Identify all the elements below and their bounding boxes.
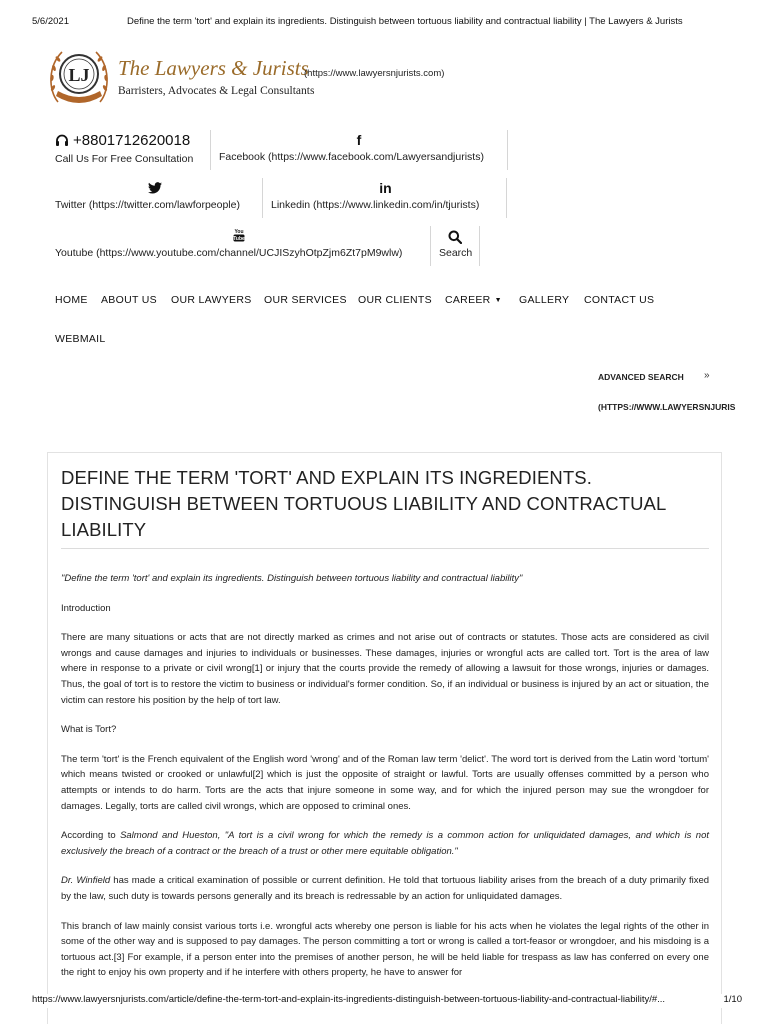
chevron-down-icon: ▼ xyxy=(494,297,502,304)
search-label[interactable]: Search xyxy=(439,247,473,259)
nav-our-lawyers[interactable]: OUR LAWYERS xyxy=(171,294,252,306)
contact-row-2 xyxy=(47,178,517,218)
divider xyxy=(507,130,508,170)
winfield-paragraph xyxy=(61,873,709,904)
salmond-authors: Salmond and Hueston xyxy=(120,830,218,842)
print-header xyxy=(32,16,740,30)
advanced-search-link[interactable]: ADVANCED SEARCH xyxy=(598,372,684,382)
salmond-definition: , "A tort is a civil wrong for which the remedy is a common action for unliquidated damages, and which is not exclusively the breach of a contract or the breach of a trust or other mere equitable obligation." xyxy=(61,830,709,857)
facebook-icon: f xyxy=(356,132,362,148)
phone-number-text: +8801712620018 xyxy=(73,132,191,149)
print-page-number: 1/10 xyxy=(723,994,742,1005)
youtube-link[interactable] xyxy=(47,226,430,266)
title-divider xyxy=(61,548,709,549)
nav-career-label: CAREER xyxy=(445,294,491,306)
nav-gallery[interactable]: GALLERY xyxy=(519,294,570,306)
article-card xyxy=(47,452,722,1024)
section-heading-introduction: Introduction xyxy=(61,602,111,614)
twitter-label[interactable]: Twitter (https://twitter.com/lawforpeople) xyxy=(55,199,240,211)
brand-url[interactable]: (https://www.lawyersnjurists.com) xyxy=(304,68,445,79)
print-page-url: https://www.lawyersnjurists.com/article/define-the-term-tort-and-explain-its-ingredients-distinguish-between-tortuous-liability-and-contractual-liability/#... xyxy=(32,994,666,1005)
section-heading-what-is-tort: What is Tort? xyxy=(61,724,117,736)
what-is-tort-paragraph: The term 'tort' is the French equivalent of the English word 'wrong' and of the Roman law term 'delict'. The word tort is derived from the Latin word 'tortum' which means twisted or crooked or unlawful[2] which is just the opposite of straight or lawful. Torts are usually offenses committed by a person who attempts or intends to do harm. Torts are the acts that injure someone in some way, and for which the injured person may sue the wrongdoer for damages. Legally, torts are called civil wrongs, which are opposed to criminal ones. xyxy=(61,753,709,812)
nav-our-clients[interactable]: OUR CLIENTS xyxy=(358,294,432,306)
twitter-link[interactable] xyxy=(47,178,262,218)
brand-name[interactable]: The Lawyers & Jurists xyxy=(118,56,309,80)
article-title: DEFINE THE TERM 'TORT' AND EXPLAIN ITS INGREDIENTS. DISTINGUISH BETWEEN TORTUOUS LIABILITY AND CONTRACTUAL LIABILITY xyxy=(61,467,666,540)
nav-webmail[interactable]: WEBMAIL xyxy=(55,333,106,345)
winfield-text: has made a critical examination of possible or current definition. He told that tortuous liability arises from the breach of a duty primarily fixed by the law, such duty is towards persons generally and its breach is redressable by an action for unliquidated damages. xyxy=(61,875,710,902)
svg-text:LJ: LJ xyxy=(68,65,90,85)
headset-icon xyxy=(55,134,69,147)
site-logo[interactable] xyxy=(44,44,504,110)
print-footer xyxy=(32,994,742,1008)
contact-row-1 xyxy=(47,130,517,170)
lead-quote: "Define the term 'tort' and explain its ingredients. Distinguish between tortuous liability and contractual liability" xyxy=(61,573,523,584)
divider xyxy=(479,226,480,266)
print-document-title: Define the term 'tort' and explain its ingredients. Distinguish between tortuous liability and contractual liability | The Lawyers & Jurists xyxy=(127,16,683,27)
search-icon xyxy=(431,226,479,246)
linkedin-link[interactable] xyxy=(263,178,508,218)
svg-text:You: You xyxy=(233,229,244,235)
phone-contact[interactable] xyxy=(47,130,210,170)
facebook-label[interactable]: Facebook (https://www.facebook.com/Lawyersandjurists) xyxy=(219,151,484,163)
facebook-link[interactable] xyxy=(211,130,507,170)
advanced-search-url[interactable]: (HTTPS://WWW.LAWYERSNJURIS xyxy=(598,402,736,412)
phone-caption: Call Us For Free Consultation xyxy=(55,153,194,165)
nav-home[interactable]: HOME xyxy=(55,294,88,306)
winfield-author: Dr. Winfield xyxy=(61,875,111,887)
youtube-label[interactable]: Youtube (https://www.youtube.com/channel/UCJISzyhOtpZjm6Zt7pM9wlw) xyxy=(55,247,403,259)
divider xyxy=(506,178,507,218)
brand-tagline: Barristers, Advocates & Legal Consultants xyxy=(118,85,315,97)
nav-contact-us[interactable]: CONTACT US xyxy=(584,294,655,306)
phone-number[interactable] xyxy=(47,130,210,152)
contact-row-3 xyxy=(47,226,517,266)
branch-paragraph: This branch of law mainly consist various torts i.e. wrongful acts whereby one person is liable for his acts when he violates the legal rights of the other in some of the other way and is supposed to pay damages. The person committing a tort or wrong is called a tort-feasor or wrongdoer, and his misdoing is a tortuous act.[3] For example, if a person enter into the premises of another person, he will be held liable for trespass as law has conferred on every one the right to enjoy his own property and if he interfere with others property, he have to answer for xyxy=(61,920,709,979)
law-firm-seal-logo xyxy=(44,44,114,110)
nav-about-us[interactable]: ABOUT US xyxy=(101,294,157,306)
youtube-icon xyxy=(47,226,430,246)
intro-paragraph: There are many situations or acts that are not directly marked as crimes and not arise out of contracts or statutes. Those acts are considered as civil wrongs and cause damages and injuries to individuals or businesses. These damages, injuries or wrongful acts are called tort. Tort is the area of law where in response to a private or civil wrong[1] or injury that the courts provide the remedy of allowing a lawsuit for those wrongs, injuries or damages. Thus, the goal of tort is to restore the victim to business or individual's former condition. So, if an individual or business is injured by an act or situation, the victim can restore his position by the help of tort law. xyxy=(61,632,709,706)
svg-text:Tube: Tube xyxy=(232,236,245,242)
salmond-prefix: According to xyxy=(61,830,121,842)
nav-career[interactable] xyxy=(445,294,502,306)
linkedin-icon: in xyxy=(379,180,392,196)
twitter-icon xyxy=(47,178,262,198)
salmond-paragraph xyxy=(61,828,709,859)
double-chevron-right-icon[interactable]: » xyxy=(704,370,710,381)
linkedin-label[interactable]: Linkedin (https://www.linkedin.com/in/tjurists) xyxy=(271,199,480,211)
search-button[interactable] xyxy=(431,226,479,266)
article-body xyxy=(61,571,709,995)
print-date: 5/6/2021 xyxy=(32,16,69,27)
nav-our-services[interactable]: OUR SERVICES xyxy=(264,294,347,306)
